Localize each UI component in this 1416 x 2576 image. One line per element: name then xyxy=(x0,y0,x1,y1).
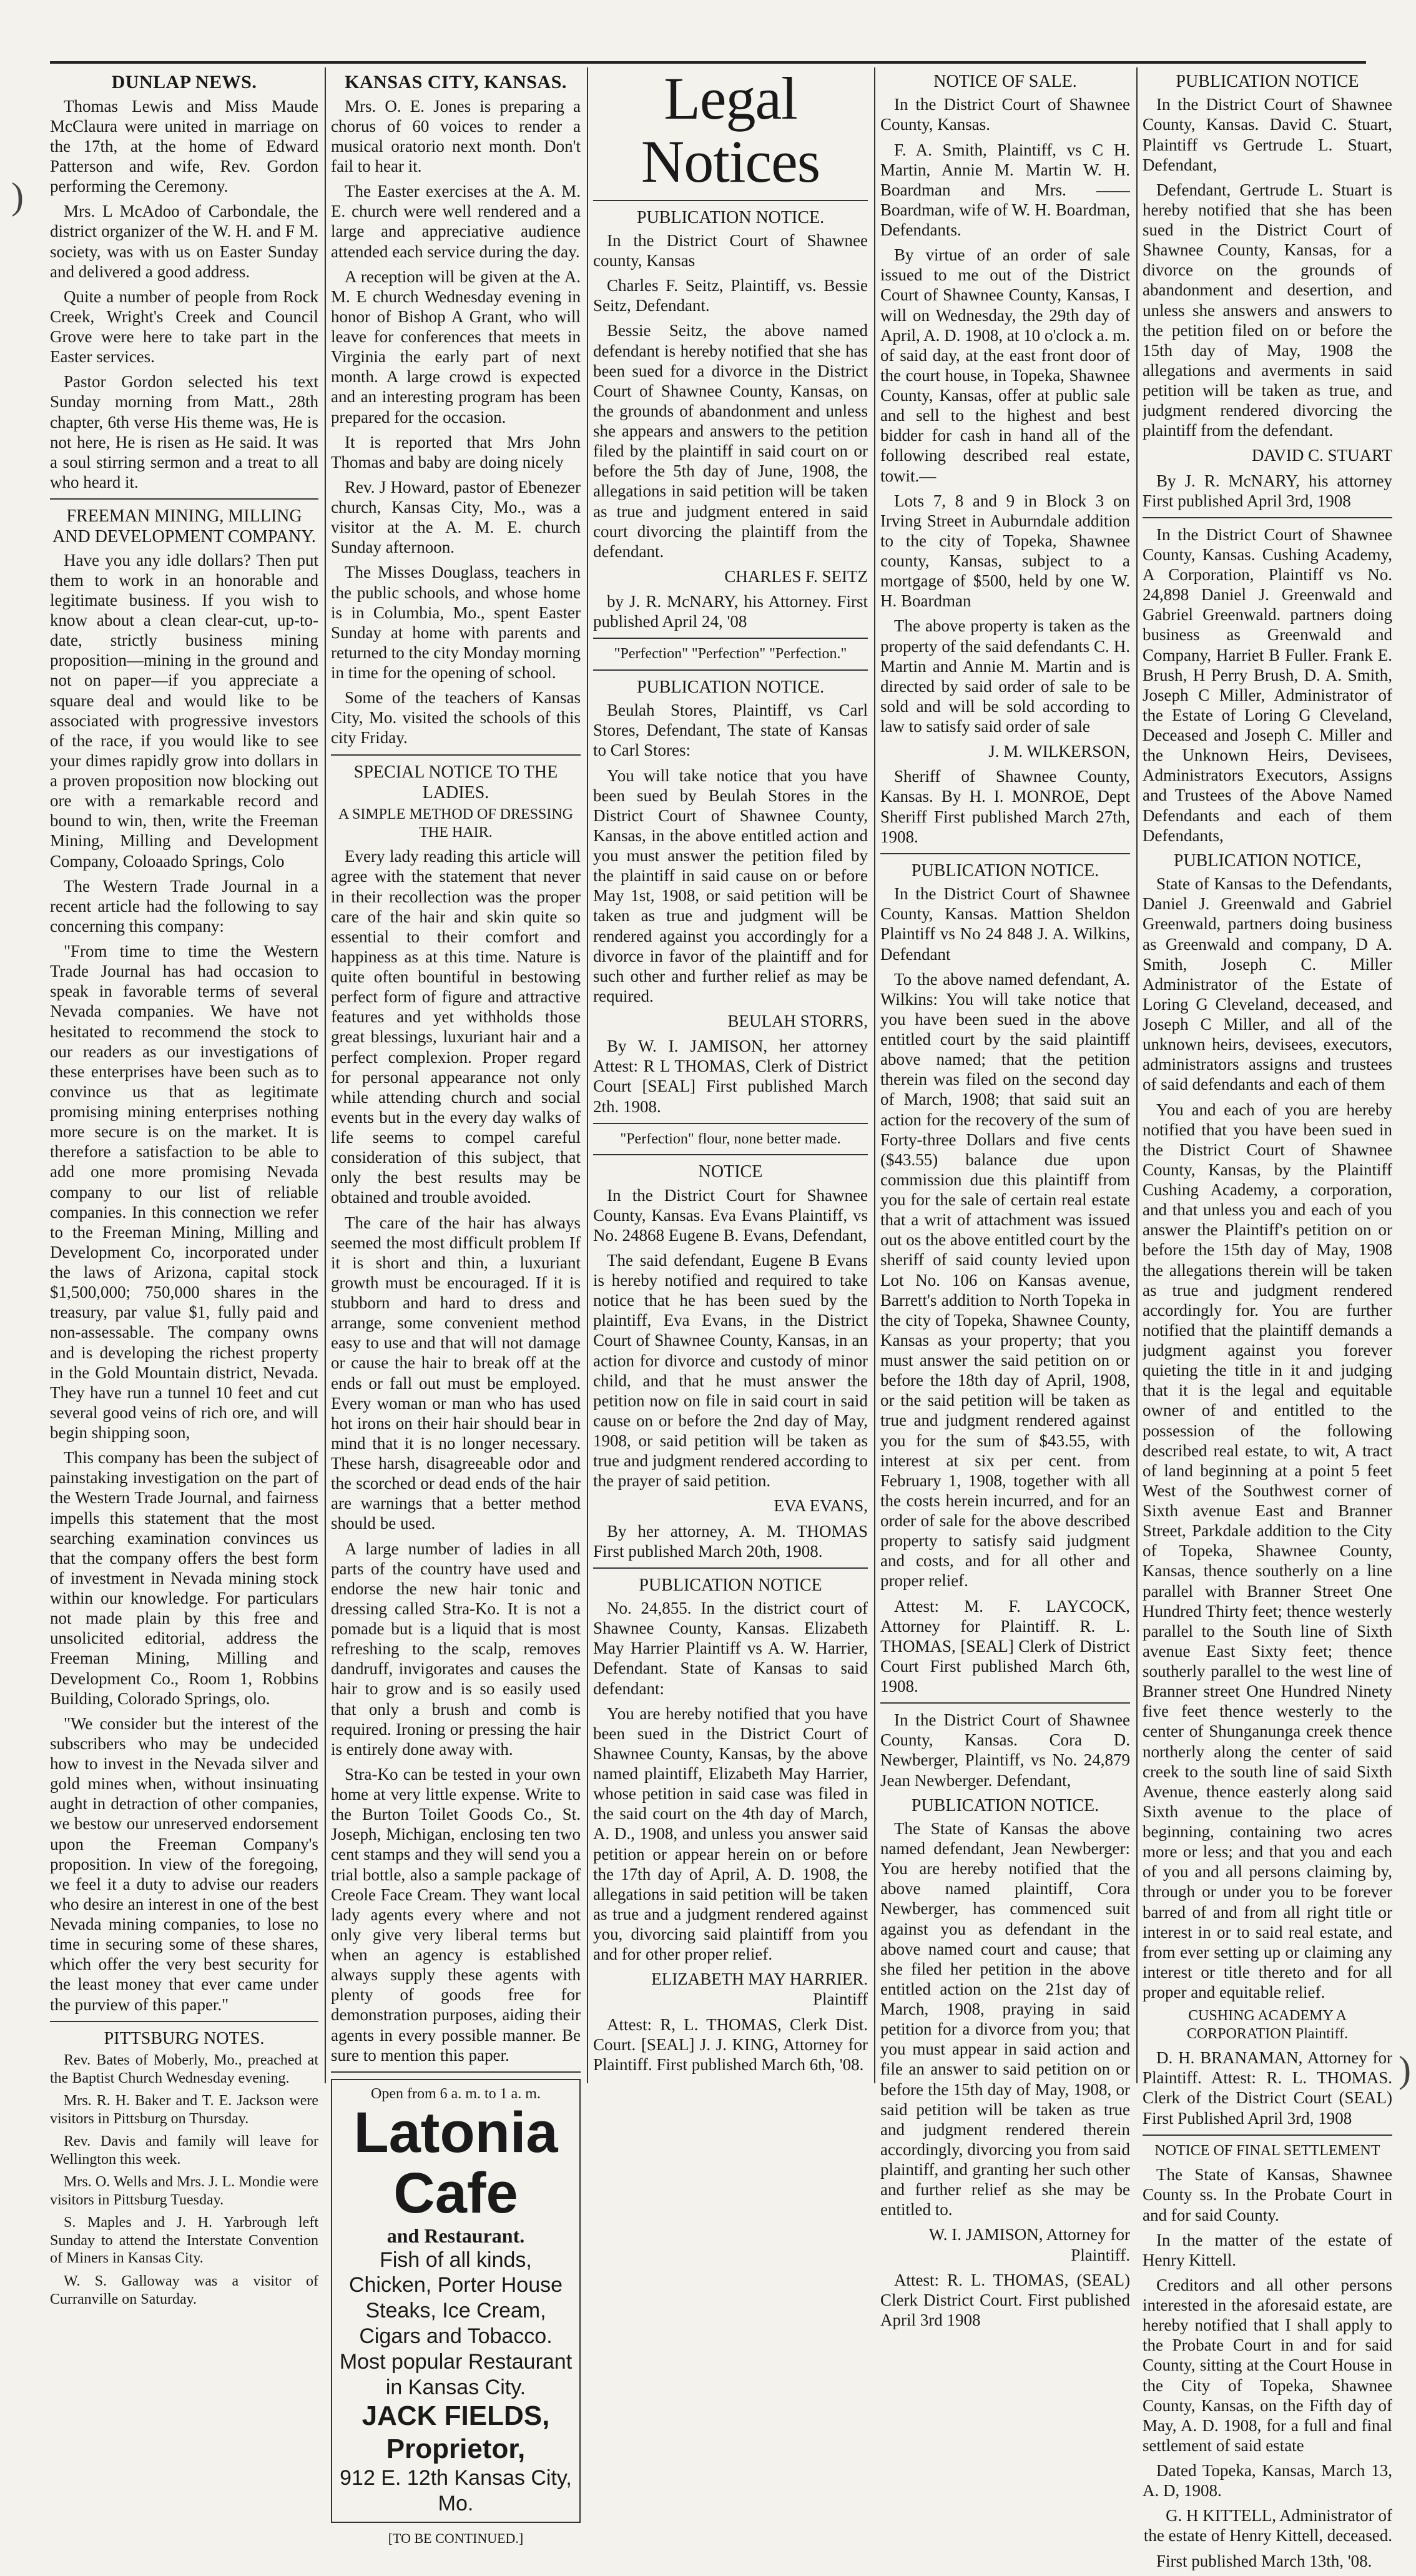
paragraph: Attest: R. L. THOMAS, (SEAL) Clerk District Court. First published April 3rd 1908 xyxy=(880,2270,1130,2329)
signature-line: BEULAH STORRS, xyxy=(727,1012,868,1031)
section-divider xyxy=(593,1123,868,1124)
paragraph: "We consider but the interest of the subscribers who may be undecided how to invest in the Nevada silver and gold mines when, without insinuating aught in detraction of other companies, we bestow our unreserved endorsement upon the Freeman Company's proposition. In view of the foregoing, we feel it a duty to advise our readers who desire an interest in one of the best Nevada mining companies, to lose no time in securing some of these shares, which offer the very best security for the least money that ever came under the purview of this paper." xyxy=(50,1714,318,2014)
news-item: Rev. Bates of Moberly, Mo., preached at the Baptist Church Wednesday evening. xyxy=(50,2052,318,2086)
news-item: Rev. Davis and family will leave for Wellington this week. xyxy=(50,2133,318,2168)
margin-bracket-icon: ) xyxy=(11,175,24,217)
article-heading: NOTICE OF SALE. xyxy=(933,72,1077,91)
paragraph: The State of Kansas, Shawnee County ss. In the Probate Court in and for said County. xyxy=(1143,2165,1392,2224)
signature-line: EVA EVANS, xyxy=(774,1496,868,1516)
paragraph: D. H. BRANAMAN, Attorney for Plaintiff. Attest: R. L. THOMAS. Clerk of the District Court (SEAL) First Published April 3rd, 1908 xyxy=(1143,2048,1392,2128)
paragraph: Charles F. Seitz, Plaintiff, vs. Bessie Seitz, Defendant. xyxy=(593,276,868,315)
paragraph: Beulah Stores, Plaintiff, vs Carl Stores, Defendant, The state of Kansas to Carl Stores: xyxy=(593,701,868,760)
paragraph: The Misses Douglass, teachers in the public schools, and whose home is in Columbia, Mo., spent Easter Sunday at home with parents and returned to the city Monday morning in time for the opening of school. xyxy=(331,563,581,683)
ad-subtitle: and Restaurant. xyxy=(386,2224,525,2247)
paragraph: You will take notice that you have been sued by Beulah Stores in the District Court of Shawnee County, Kansas, in the above entitled action and you must answer the petition filed by the plaintiff in said cause on or before May 1st, 1908, or said petition will be taken as true and judgment will be rendered against you accordingly for a divorce in favor of the plaintiff and for such other and further relief as may be required. xyxy=(593,766,868,1005)
news-item: S. Maples and J. H. Yarbrough left Sunday to attend the Interstate Convention of Miners in Kansas City. xyxy=(50,2214,318,2267)
article-heading: PUBLICATION NOTICE, xyxy=(1173,851,1362,871)
column-3 xyxy=(593,67,868,2080)
paragraph: The Western Trade Journal in a recent article had the following to say concerning this company: xyxy=(50,876,318,935)
article-heading: PUBLICATION NOTICE. xyxy=(911,1795,1099,1815)
paragraph: The above property is taken as the property of the said defendants C. H. Martin and Annie M. Martin and is directed by said order of sale to be sold and will be sold according to law to satisfy said order of sale xyxy=(880,616,1130,736)
paragraph: Mrs. O. E. Jones is preparing a chorus of 60 voices to render a musical oratorio next month. Don't fail to hear it. xyxy=(331,96,581,176)
section-divider xyxy=(50,2021,318,2022)
section-divider xyxy=(50,498,318,500)
column-2 xyxy=(331,67,581,2547)
paragraph: In the District Court of Shawnee County, Kansas. xyxy=(880,95,1130,134)
paragraph: A large number of ladies in all parts of the country have used and endorse the new hair tonic and dressing called Stra-Ko. It is not a pomade but is a liquid that is most refreshing to the scalp, removes dandruff, invigorates and causes the hair to grow and is so easily used that only a brush and comb is required. Ironing or pressing the hair is entirely done away with. xyxy=(331,1539,581,1759)
paragraph: Creditors and all other persons interested in the aforesaid estate, are hereby notified that I shall apply to the Probate Court in and for said County, sitting at the Court House in the City of Topeka, Shawnee County, Kansas, on the Fifth day of May, A. D. 1908, for a full and final settlement of said estate xyxy=(1143,2275,1392,2455)
paragraph: "From time to time the Western Trade Journal has had occasion to speak in favorable terms of several Nevada companies. We have not hesitated to recommend the stock to our readers as our investigations of these enterprises have been such as to convince us that as legitimate promising mining enterprises nothing more secure is on the market. It is therefore a satisfaction to be able to add one more promising Nevada company to our list of reliable companies. In this connection we refer to the Freeman Mining, Milling and Development Co, incorporated under the laws of Arizona, capital stock $1,500,000; 750,000 shares in the treasury, par value $1, fully paid and non-assessable. The company owns and is developing the richest property in the Gold Mountain district, Nevada. They have run a tunnel 10 feet and cut several good veins of rich ore, and will begin shipping soon, xyxy=(50,942,318,1443)
signature-line: DAVID C. STUART xyxy=(1251,446,1392,465)
paragraph: by J. R. McNARY, his Attorney. First published April 24, '08 xyxy=(593,592,868,631)
paragraph: Thomas Lewis and Miss Maude McClaura were united in marriage on the 17th, at the home of Edward Patterson and wife, Rev. Gordon performing the Ceremony. xyxy=(50,96,318,196)
paragraph: Dated Topeka, Kansas, March 13, A. D, 1908. xyxy=(1143,2461,1392,2500)
paragraph: Every lady reading this article will agree with the statement that never in their recollection was the proper care of the hair and skin quite so essential to their comfort and happiness as at this time. Nature is quite often bountiful in bestowing perfect form of figure and attractive features and yet withholds those great blessings, luxuriant hair and a perfect complexion. Proper regard for personal appearance not only while attending church and social events but in the every day walks of life seems to compel careful consideration of this subject, that only the best results may be obtained and trouble avoided. xyxy=(331,847,581,1207)
subheading: CUSHING ACADEMY A CORPORATION Plaintiff. xyxy=(1186,2008,1349,2042)
paragraph: In the District Court of Shawnee County, Kansas. Cora D. Newberger, Plaintiff, vs No. 24,879 Jean Newberger. Defendant, xyxy=(880,1710,1130,1790)
paragraph: Pastor Gordon selected his text Sunday morning from Matt., 28th chapter, 6th verse His theme was, He is not here, He is risen as He said. It was a soul stirring sermon and a treat to all who heard it. xyxy=(50,372,318,491)
paragraph: A reception will be given at the A. M. E church Wednesday evening in honor of Bishop A Grant, who will leave for conferences that meets in Virginia the early part of next month. A large crowd is expected and an interesting program has been prepared for the occasion. xyxy=(331,267,581,427)
ad-address: 912 E. 12th Kansas City, Mo. xyxy=(340,2466,572,2515)
paragraph: The State of Kansas the above named defendant, Jean Newberger: You are hereby notified that the above named plaintiff, Cora Newberger, has commenced suit against you as defendant in the above named court and cause; that she filed her petition in the above entitled action on the 21st day of March, 1908, praying in said petition for a divorce from you; that you must appear in said action and file an answer to said petition on or before the 15th day of May, 1908, or said petition will be taken as true and judgment rendered therein accordingly, divorcing you from said plaintiff, and granting her such other and further relief as she may be entitled to. xyxy=(880,1818,1130,2219)
section-divider xyxy=(1143,517,1392,518)
subheading: NOTICE OF FINAL SETTLEMENT xyxy=(1154,2142,1380,2159)
paragraph: Bessie Seitz, the above named defendant is hereby notified that she has been sued for a divorce in the District Court of Shawnee County, Kansas, on the grounds of abandonment and unless she appears and answers to the petition filed by the plaintiff in said court on or before the 5th day of June, 1908, the allegations in said petition will be taken as true and judgment entered in said court divorcing the plaintiff from the defendant. xyxy=(593,321,868,561)
column-rule xyxy=(325,67,326,2083)
paragraph: The said defendant, Eugene B Evans is hereby notified and required to take notice that he has been sued by the plaintiff, Eva Evans, in the District Court of Shawnee County, Kansas, in an action for divorce and custody of minor child, and that he must answer the petition now on file in said court in said cause on or before the 2nd day of May, 1908, or said petition will be taken as true and judgment rendered according to the prayer of said petition. xyxy=(593,1250,868,1491)
paragraph: Stra-Ko can be tested in your own home at very little expense. Write to the Burton Toilet Goods Co., St. Joseph, Michigan, enclosing ten two cent stamps and they will send you a trial bottle, also a sample package of Creole Face Cream. They want local lady agents every where and not only give very liberal terms but when an agency is established always supply these agents with plenty of goods free for demonstration purposes, aiding their agents in every possible manner. Be sure to mention this paper. xyxy=(331,1764,581,2065)
paragraph: Attest: M. F. LAYCOCK, Attorney for Plaintiff. R. L. THOMAS, [SEAL] Clerk of District Court First published March 6th, 1908. xyxy=(880,1596,1130,1695)
paragraph: In the District Court of Shawnee County, Kansas. Mattion Sheldon Plaintiff vs No 24 848 J. A. Wilkins, Defendant xyxy=(880,884,1130,964)
section-divider xyxy=(593,638,868,639)
paragraph: Attest: R, L. THOMAS, Clerk Dist. Court. [SEAL] J. J. KING, Attorney for Plaintiff. First published March 6th, '08. xyxy=(593,2015,868,2074)
paragraph: This company has been the subject of painstaking investigation on the part of the Western Trade Journal, and fairness impells this statement that the most searching examination convinces us that the company offers the best form of investment in Nevada mining stock within our knowledge. For particulars not made plain by this free and unsolicited editorial, address the Freeman Mining, Milling and Development Co., Room 1, Robbins Building, Colorado Springs, olo. xyxy=(50,1448,318,1708)
article-heading: PUBLICATION NOTICE xyxy=(1176,72,1359,91)
paragraph: In the District Court of Shawnee County, Kansas. Cushing Academy, A Corporation, Plaintiff vs No. 24,898 Daniel J. Greenwald and Gabriel Greenwald. partners doing business as Greenwald and Company, Harriet B Fuller. Frank E. Brush, H Perry Brush, D. A. Smith, Joseph C Miller, Administrator of the Estate of Loring G Cleveland, Deceased and Joseph C. Miller and the Unknown Heirs, Devisees, Administrators Executors, Assigns and Trustees of the Above Named Defendants and each of them Defendants, xyxy=(1143,525,1392,845)
article-heading: NOTICE xyxy=(698,1162,763,1182)
signature-line: W. I. JAMISON, Attorney for Plaintiff. xyxy=(928,2225,1130,2264)
paragraph: First published March 13th, '08. xyxy=(1156,2551,1372,2570)
ad-hours: Open from 6 a. m. to 1 a. m. xyxy=(371,2085,541,2102)
paragraph: You and each of you are hereby notified that you have been sued in the District Court of Shawnee County, Kansas, by the Plaintiff Cushing Academy, a corporation, and that unless you and each of you answer the Plaintiff's petition on or before the 15th day of May, 1908 the allegations therein will be taken as true and judgment rendered accordingly for. You are further notified that the plaintiff demands a judgment against you forever quieting the title in it and judging that it is the legal and equitable owner of and entitled to the possession of the following described real estate, to wit, A tract of land beginning at a point 5 feet West of the Southwest corner of Sixth avenue East and Branner Street, Parkdale addition to the City of Topeka, Shawnee County, Kansas, thence southerly on a line parallel with Branner Street One Hundred Thirty feet; thence westerly parallel to the South line of Sixth avenue East Sixty feet; thence southerly parallel to the west line of Branner street One Hundred Ninety five feet thence westerly to the center of Shunganunga creek thence northerly along the center of said creek to the south line of said Sixth Avenue, thence easterly along said Sixth avenue to the place of beginning, containing two acres more or less; and that you and each of you and all persons claiming by, through or under you to be forever barred of and from all right title or interest in or to said real estate, and from ever setting up or claiming any interest or title thereto and for all proper and equitable relief. xyxy=(1143,1100,1392,2001)
paragraph: In the matter of the estate of Henry Kittell. xyxy=(1143,2230,1392,2269)
column-4 xyxy=(880,67,1130,2335)
paragraph: In the District Court of Shawnee County, Kansas. David C. Stuart, Plaintiff vs Gertrude L. Stuart, Defendant, xyxy=(1143,95,1392,174)
article-heading: SPECIAL NOTICE TO THE LADIES. xyxy=(353,762,558,802)
news-item: W. S. Galloway was a visitor of Curranville on Saturday. xyxy=(50,2273,318,2307)
latonia-cafe-ad xyxy=(331,2079,581,2523)
paragraph: By her attorney, A. M. THOMAS First published March 20th, 1908. xyxy=(593,1521,868,1561)
section-divider xyxy=(880,853,1130,854)
paragraph: The care of the hair has always seemed the most difficult problem If it is short and thin, a luxuriant growth must be encouraged. If it is stubborn and hard to dress and arrange, some convenient method easy to use and that will not damage or cause the hair to break off at the ends or fall out must be employed. Every woman or man who has used hot irons on their hair should bear in mind that it is no longer necessary. These harsh, disagreeable odor and the scorched or dead ends of the hair are warnings that a better method should be used. xyxy=(331,1213,581,1533)
article-heading: KANSAS CITY, KANSAS. xyxy=(345,72,567,92)
paragraph: Quite a number of people from Rock Creek, Wright's Creek and Council Grove were here to take part in the Easter services. xyxy=(50,287,318,367)
article-heading: FREEMAN MINING, MILLING AND DEVELOPMENT COMPANY. xyxy=(52,506,316,547)
top-rule xyxy=(50,61,1366,64)
news-item: Mrs. O. Wells and Mrs. J. L. Mondie were visitors in Pittsburg Tuesday. xyxy=(50,2174,318,2208)
section-divider xyxy=(1143,2134,1392,2136)
paragraph: It is reported that Mrs John Thomas and baby are doing nicely xyxy=(331,432,581,471)
column-rule xyxy=(587,67,588,2083)
article-heading: DUNLAP NEWS. xyxy=(111,72,257,92)
paragraph: In the District Court for Shawnee County, Kansas. Eva Evans Plaintiff, vs No. 24868 Eugene B. Evans, Defendant, xyxy=(593,1185,868,1245)
article-heading: PUBLICATION NOTICE xyxy=(639,1575,822,1595)
paragraph: In the District Court of Shawnee county, Kansas xyxy=(593,230,868,270)
subheading: "Perfection" flour, none better made. xyxy=(620,1130,841,1147)
signature-line: G. H KITTELL, Administrator of the estate of Henry Kittell, deceased. xyxy=(1143,2506,1392,2545)
signature-line: CHARLES F. SEITZ xyxy=(724,566,868,586)
column-1 xyxy=(50,67,318,2313)
paragraph: Have you any idle dollars? Then put them to work in an honorable and legitimate business. If you wish to know about a clean clear-cut, up-to-date, strictly business mining proposition—mining in the ground and not on paper—if you appreciate a square deal and would like to be associated with progressive investors of the race, if you would like to see your dimes rapidly grow into dollars in a proven proposition now blocking out ore with a remarkable record and bound to win, then, write the Freeman Mining, Milling and Development Company, Coloaado Springs, Colo xyxy=(50,550,318,871)
column-rule xyxy=(874,67,875,2083)
paragraph: State of Kansas to the Defendants, Daniel J. Greenwald and Gabriel Greenwald, partners doing business as Greenwald and company, D A. Smith, Joseph C. Miller Administrator of the Estate of Loring G Cleveland, deceased, and Joseph C Miller, and all of the unknown heirs, devisees, executors, administrators assigns and trustees of said defendants and each of them xyxy=(1143,874,1392,1094)
section-divider xyxy=(331,754,581,756)
section-divider xyxy=(331,2071,581,2073)
ad-proprietor: JACK FIELDS, Proprietor, xyxy=(361,2401,550,2464)
section-divider xyxy=(593,200,868,201)
paragraph: F. A. Smith, Plaintiff, vs C H. Martin, Annie M. Martin W. H. Boardman and Mrs. —— Boardman, wife of W. H. Boardman, Defendants. xyxy=(880,140,1130,240)
paragraph: The Easter exercises at the A. M. E. church were well rendered and a large and appreciative audience attended each service during the day. xyxy=(331,182,581,261)
paragraph: Rev. J Howard, pastor of Ebenezer church, Kansas City, Mo., was a visitor at the A. M. E. church Sunday afternoon. xyxy=(331,477,581,557)
subheading: "Perfection" "Perfection" "Perfection." xyxy=(614,646,847,663)
section-divider xyxy=(593,1567,868,1569)
column-5 xyxy=(1143,67,1392,2576)
article-heading: PITTSBURG NOTES. xyxy=(104,2028,265,2048)
paragraph: You are hereby notified that you have been sued in the District Court of Shawnee County, Kansas, by the above named plaintiff, Elizabeth May Harrier, whose petition in said case was filed in the said court on the 4th day of March, A. D., 1908, and unless you answer said petition or appear herein on or before the 17th day of April, A. D. 1908, the allegations in said petition will be taken as true and a judgment rendered against you, divorcing said plaintiff from you and for other proper relief. xyxy=(593,1704,868,1964)
paragraph: Defendant, Gertrude L. Stuart is hereby notified that she has been sued in the District Court of Shawnee County, Kansas, for a divorce on the grounds of abandonment and desertion, and unless she answers and answers to the petition filed on or before the 15th day of May, 1908 the allegations and averments in said petition will be taken as true, and judgment rendered divorcing the plaintiff from the defendant. xyxy=(1143,180,1392,440)
section-divider xyxy=(880,1702,1130,1704)
article-heading: PUBLICATION NOTICE. xyxy=(636,677,825,697)
article-heading: PUBLICATION NOTICE. xyxy=(636,207,825,227)
section-divider xyxy=(593,669,868,671)
paragraph: By W. I. JAMISON, her attorney Attest: R L THOMAS, Clerk of District Court [SEAL] First published March 2th. 1908. xyxy=(593,1037,868,1116)
subheading: A SIMPLE METHOD OF DRESSING THE HAIR. xyxy=(338,806,574,841)
to-be-continued: [TO BE CONTINUED.] xyxy=(388,2530,524,2546)
signature-line: ELIZABETH MAY HARRIER. Plaintiff xyxy=(651,1970,868,2009)
signature-line: J. M. WILKERSON, xyxy=(988,742,1130,761)
ad-body: Fish of all kinds, Chicken, Porter House Steaks, Ice Cream, Cigars and Tobacco. Most popular Restaurant in Kansas City. xyxy=(339,2248,573,2399)
paragraph: To the above named defendant, A. Wilkins: You will take notice that you have been sued in the above entitled court by the said plaintiff above named; that the petition therein was filed on the second day of March, 1908; that said suit an action for the recovery of the sum of Forty-three Dollars and five cents ($43.55) balance due upon commission due this plaintiff from you for the sale of certain real estate that a writ of attachment was issued out os the above entitled court by the sheriff of said county levied upon Lot No. 106 on Kansas avenue, Barrett's addition to North Topeka in the city of Topeka, Shawnee County, Kansas as your property; that you must answer the said petition on or before the 18th day of April, 1908, or the said petition will be taken as true and judgment rendered against you for the sum of $43.55, with interest at six per cent. from February 1, 1908, together with all the costs herein incurred, and for an order of sale for the above described property to satisfy said judgment and costs, and for all other and proper relief. xyxy=(880,969,1130,1591)
paragraph: Mrs. L McAdoo of Carbondale, the district organizer of the W. H. and F M. society, was with us on Easter Sunday and delivered a good address. xyxy=(50,202,318,281)
paragraph: No. 24,855. In the district court of Shawnee County, Kansas. Elizabeth May Harrier Plaintiff vs A. W. Harrier, Defendant. State of Kansas to said defendant: xyxy=(593,1599,868,1698)
paragraph: Some of the teachers of Kansas City, Mo. visited the schools of this city Friday. xyxy=(331,688,581,748)
news-item: Mrs. R. H. Baker and T. E. Jackson were visitors in Pittsburg on Thursday. xyxy=(50,2093,318,2127)
paragraph: By virtue of an order of sale issued to me out of the District Court of Shawnee County, Kansas, I will on Wednesday, the 29th day of April, A. D. 1908, at 10 o'clock a. m. of said day, at the east front door of the court house, in Topeka, Shawnee County, Kansas, offer at public sale and sell to the highest and best bidder for cash in hand all of the following described real estate, towit.— xyxy=(880,245,1130,485)
paragraph: Lots 7, 8 and 9 in Block 3 on Irving Street in Auburndale addition to the city of Topeka, Shawnee county, Kansas, subject to a mortgage of $500, held by one W. H. Boardman xyxy=(880,491,1130,611)
section-divider xyxy=(593,1154,868,1155)
column-rule xyxy=(1136,67,1138,2083)
ad-title: Latonia Cafe xyxy=(353,2101,558,2225)
article-heading: PUBLICATION NOTICE. xyxy=(911,861,1099,881)
paragraph: Sheriff of Shawnee County, Kansas. By H. I. MONROE, Dept Sheriff First published March 27th, 1908. xyxy=(880,767,1130,846)
paragraph: By J. R. McNARY, his attorney First published April 3rd, 1908 xyxy=(1143,471,1392,510)
margin-bracket-icon: ) xyxy=(1399,2049,1411,2090)
section-masthead: Legal Notices xyxy=(641,67,820,195)
